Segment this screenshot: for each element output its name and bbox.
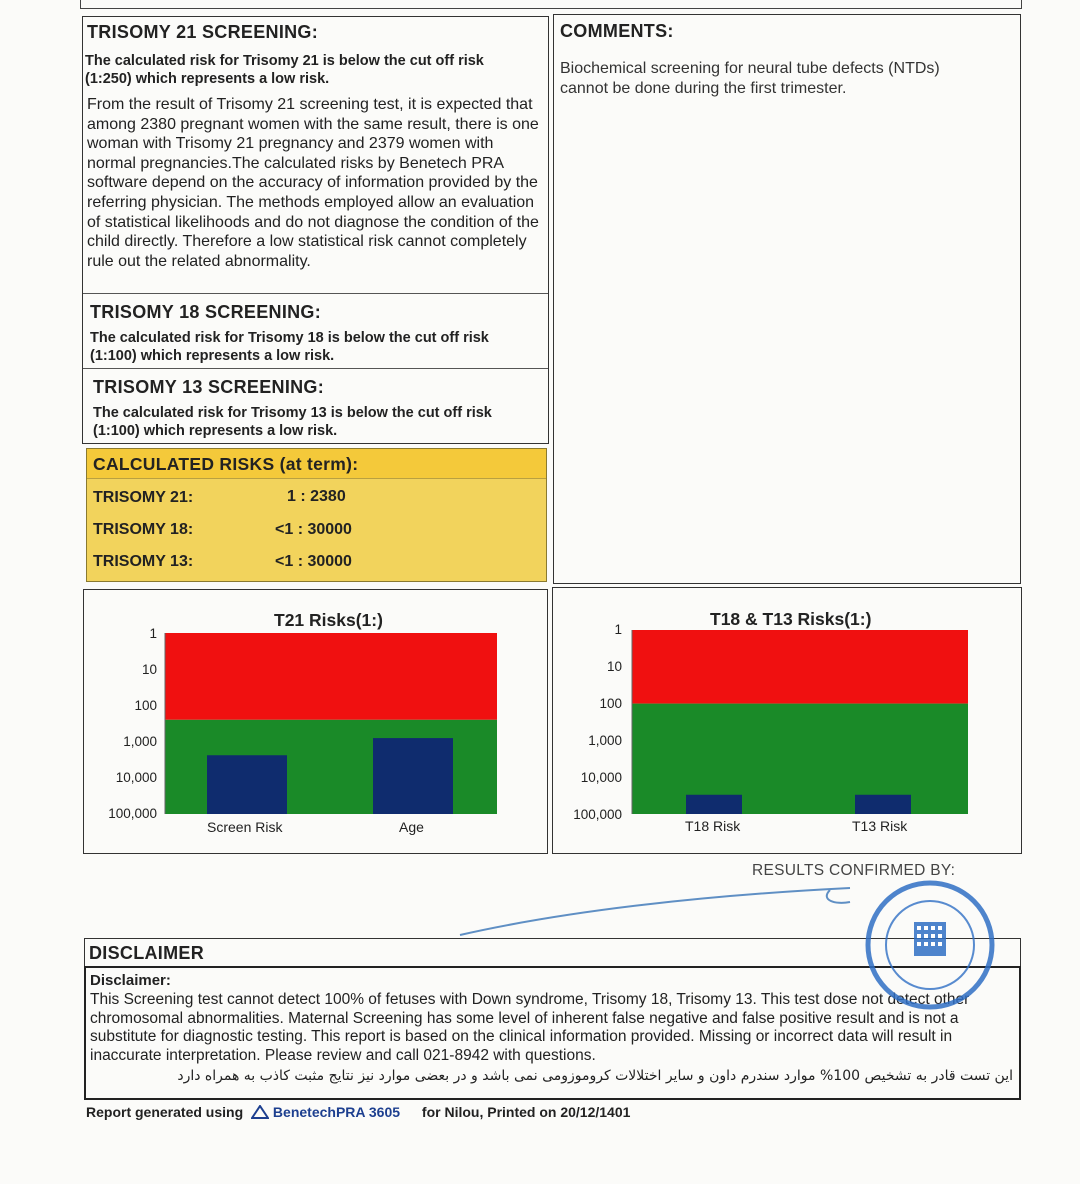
lab-stamp-icon xyxy=(852,878,1012,1013)
t21-header: TRISOMY 21 SCREENING: xyxy=(87,22,319,42)
y-tick: 100 xyxy=(134,698,157,713)
disclaimer-subheader: Disclaimer: xyxy=(90,972,171,989)
t21-plot xyxy=(159,627,504,822)
t21-explanation: From the result of Trisomy 21 screening test, it is expected that among 2380 pregnant women with the same result, there is one woman with Trisomy 21 pregnancy and 2379 women with normal pregnancies.The calculated risks by Benetech PRA software depend on the accuracy of information provided by the referring physician. The methods employed allow an evaluation of statistical likelihoods and do not diagnose the condition of the child directly. Therefore a low statistical risk cannot completely rule out the related abnormality. xyxy=(87,96,539,270)
footer-prefix: Report generated using xyxy=(86,1104,244,1120)
disclaimer-persian: این تست قادر به تشخیص 100% موارد سندرم داون و سایر اختلالات کروموزومی نمی باشد و در بعضی موارد نیز نتایج مثبت کاذب به همراه دارد xyxy=(177,1068,1013,1084)
y-tick: 100,000 xyxy=(573,807,622,822)
t18-header: TRISOMY 18 SCREENING: xyxy=(90,302,322,322)
risk-label-t21: TRISOMY 21: xyxy=(93,489,194,506)
x-label-screen-risk: Screen Risk xyxy=(207,819,283,835)
y-tick: 1,000 xyxy=(123,734,157,749)
y-tick: 1,000 xyxy=(588,733,622,748)
bar-age xyxy=(373,738,453,814)
y-tick: 10,000 xyxy=(580,770,622,785)
high-risk-zone xyxy=(632,630,968,704)
risk-value-t13: <1 : 30000 xyxy=(275,553,352,570)
calculated-risks-header: CALCULATED RISKS (at term): xyxy=(93,454,359,474)
bar-t13-risk xyxy=(855,795,911,814)
divider xyxy=(83,293,548,294)
t13-header: TRISOMY 13 SCREENING: xyxy=(93,377,325,397)
y-tick: 10,000 xyxy=(115,770,157,785)
t18-summary: The calculated risk for Trisomy 18 is below the cut off risk (1:100) which represents a low risk. xyxy=(90,330,489,364)
t13-summary: The calculated risk for Trisomy 13 is below the cut off risk (1:100) which represents a low risk. xyxy=(93,405,492,439)
risk-label-t13: TRISOMY 13: xyxy=(93,553,194,570)
risk-value-t18: <1 : 30000 xyxy=(275,521,352,538)
risk-value-t21: 1 : 2380 xyxy=(287,488,346,505)
comments-panel xyxy=(553,14,1021,584)
results-confirmed-label: RESULTS CONFIRMED BY: xyxy=(752,862,956,879)
chart-title: T21 Risks(1:) xyxy=(274,610,383,630)
t21-summary: The calculated risk for Trisomy 21 is below the cut off risk (1:250) which represents a low risk. xyxy=(85,53,484,87)
chart-title: T18 & T13 Risks(1:) xyxy=(710,609,872,629)
comments-text: Biochemical screening for neural tube defects (NTDs) cannot be done during the first trimester. xyxy=(560,60,940,97)
high-risk-zone xyxy=(165,633,497,720)
x-label-t18-risk: T18 Risk xyxy=(685,818,741,834)
disclaimer-header: DISCLAIMER xyxy=(89,943,204,963)
t18-t13-plot xyxy=(628,624,973,819)
y-tick: 10 xyxy=(606,659,622,674)
footer-suffix: for Nilou, Printed on 20/12/1401 xyxy=(421,1104,631,1120)
low-risk-zone xyxy=(632,704,968,814)
comments-header: COMMENTS: xyxy=(560,21,674,41)
risk-label-t18: TRISOMY 18: xyxy=(93,521,194,538)
x-label-age: Age xyxy=(399,819,424,835)
y-tick: 100,000 xyxy=(108,806,157,821)
benetech-logo-icon xyxy=(251,1105,269,1119)
t21-chart-panel xyxy=(83,589,548,854)
bar-screen-risk xyxy=(207,755,287,814)
divider xyxy=(83,368,548,369)
top-frame xyxy=(80,0,1022,9)
y-tick: 1 xyxy=(149,626,157,641)
calculated-risks-panel xyxy=(86,448,547,582)
x-label-t13-risk: T13 Risk xyxy=(852,818,908,834)
footer xyxy=(86,1104,630,1120)
y-tick: 1 xyxy=(614,622,622,637)
y-tick: 10 xyxy=(141,662,157,677)
bar-t18-risk xyxy=(686,795,742,814)
signature xyxy=(450,880,860,940)
y-tick: 100 xyxy=(599,696,622,711)
screening-panel xyxy=(82,16,549,444)
disclaimer-text: This Screening test cannot detect 100% of fetuses with Down syndrome, Trisomy 18, Trisomy 13. This test dose not detect other chromosomal abnormalities. Maternal Screening has some level of inherent false negative and false positive result and is not a substitute for diagnostic testing. This report is based on the clinical information provided. Missing or incorrect data will result in inaccurate interpretation. Please review and call 021-8942 with questions. xyxy=(90,991,970,1064)
t18-t13-chart-panel xyxy=(552,587,1022,854)
footer-brand: BenetechPRA 3605 xyxy=(272,1104,401,1120)
